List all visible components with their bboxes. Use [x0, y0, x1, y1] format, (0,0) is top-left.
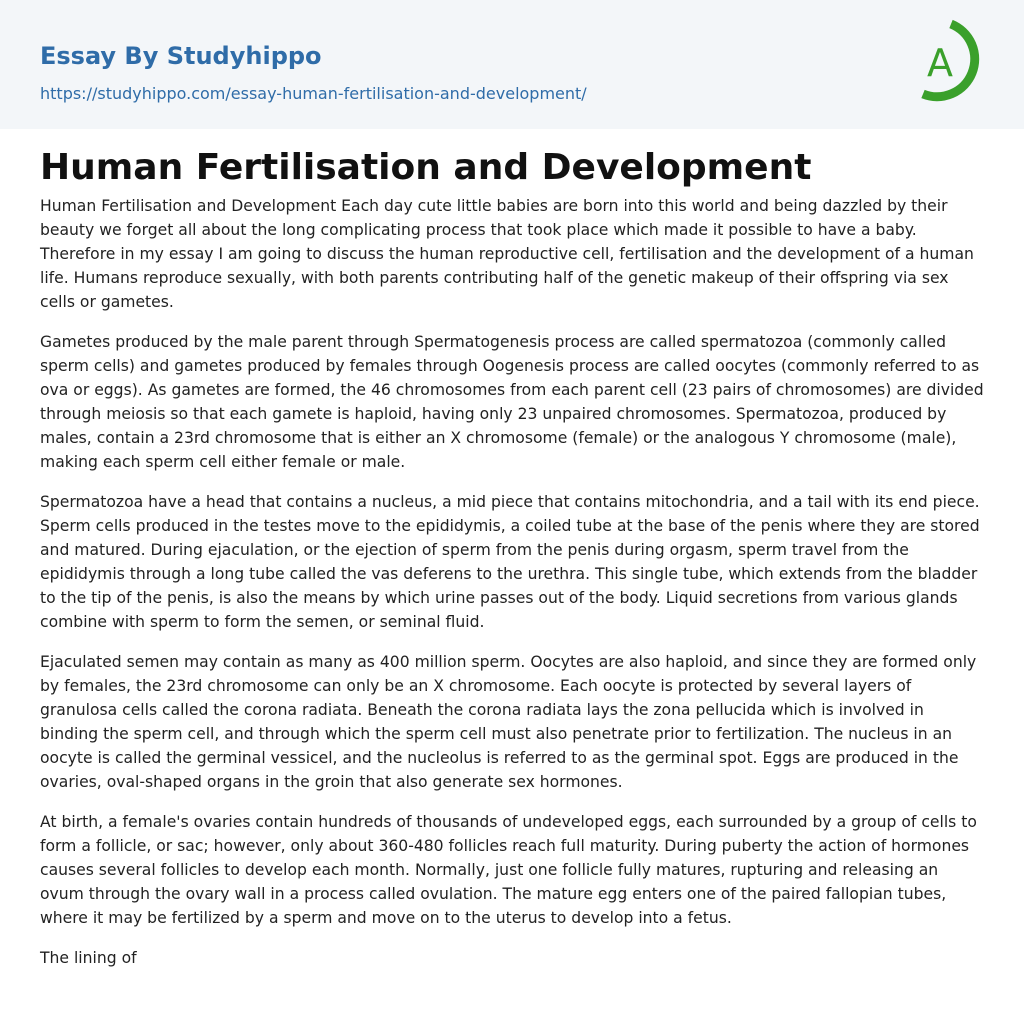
studyhippo-logo-icon[interactable] [911, 18, 987, 106]
essay-paragraph: Ejaculated semen may contain as many as 400 million sperm. Oocytes are also haploid, and since they are formed only by females, the 23rd chromosome can only be an X chromosome. Each oocyte is protected by several layers of granulosa cells called the corona radiata. Beneath the corona radiata lays the zona pellucida which is involved in binding the sperm cell, and through which the sperm cell must also penetrate prior to fertilization. The nucleus in an oocyte is called the germinal vessicel, and the nucleolus is referred to as the germinal spot. Eggs are produced in the ovaries, oval-shaped organs in the groin that also generate sex hormones. [40, 653, 977, 791]
essay-paragraph: Spermatozoa have a head that contains a nucleus, a mid piece that contains mitochondria, and a tail with its end piece. Sperm cells produced in the testes move to the epididymis, a coiled tube at the base of the penis where they are stored and matured. During ejaculation, or the ejection of sperm from the penis during orgasm, sperm travel from the epididymis through a long tube called the vas deferens to the urethra. This single tube, which extends from the bladder to the tip of the penis, is also the means by which urine passes out of the body. Liquid secretions from various glands combine with sperm to form the semen, or seminal fluid. [40, 493, 980, 631]
essay-paragraph: At birth, a female's ovaries contain hundreds of thousands of undeveloped eggs, each surrounded by a group of cells to form a follicle, or sac; however, only about 360-480 follicles reach full maturity. During puberty the action of hormones causes several follicles to develop each month. Normally, just one follicle fully matures, rupturing and releasing an ovum through the ovary wall in a process called ovulation. The mature egg enters one of the paired fallopian tubes, where it may be fertilized by a sperm and move on to the uterus to develop into a fetus. [40, 813, 977, 927]
page-title: Human Fertilisation and Development [40, 147, 812, 188]
logo-letter: A [927, 41, 953, 85]
essay-paragraph: Human Fertilisation and Development Each day cute little babies are born into this world and being dazzled by their beauty we forget all about the long complicating process that took place which made it possible to have a baby. Therefore in my essay I am going to discuss the human reproductive cell, fertilisation and the development of a human life. Humans reproduce sexually, with both parents contributing half of the genetic makeup of their offspring via sex cells or gametes. [40, 197, 974, 311]
site-brand-title[interactable]: Essay By Studyhippo [40, 42, 322, 70]
essay-url-link[interactable]: https://studyhippo.com/essay-human-fertilisation-and-development/ [40, 84, 587, 103]
essay-paragraph-truncated: The lining of [40, 949, 137, 967]
essay-paragraph: Gametes produced by the male parent through Spermatogenesis process are called spermatozoa (commonly called sperm cells) and gametes produced by females through Oogenesis process are called oocytes (commonly referred to as ova or eggs). As gametes are formed, the 46 chromosomes from each parent cell (23 pairs of chromosomes) are divided through meiosis so that each gamete is haploid, having only 23 unpaired chromosomes. Spermatozoa, produced by males, contain a 23rd chromosome that is either an X chromosome (female) or the analogous Y chromosome (male), making each sperm cell either female or male. [40, 333, 984, 471]
essay-body [40, 194, 984, 986]
